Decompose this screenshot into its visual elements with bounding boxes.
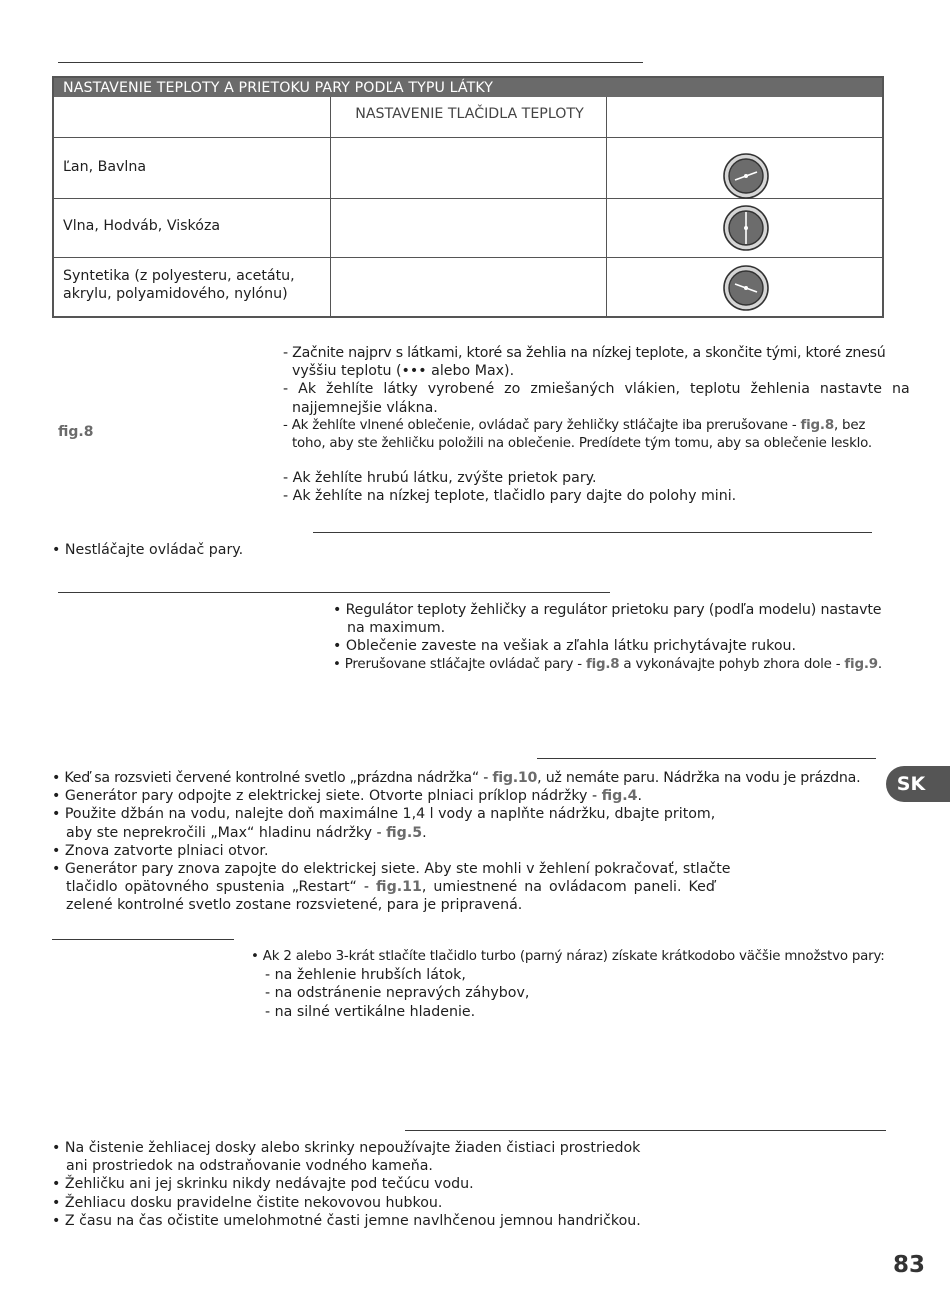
tip-line: - Ak žehlíte hrubú látku, zvýšte prietok pary. [283,470,597,487]
tip-line: - Ak žehlíte látky vyrobené zo zmiešaných vlákien, teplotu žehlenia nastavte na [283,381,910,398]
refill-line: • Použite džbán na vodu, nalejte doň maximálne 1,4 l vody a naplňte nádržku, dbajte pritom, [52,806,716,823]
section-rule [58,592,610,593]
ironing-tips [283,344,910,506]
dry-ironing-note: • Nestláčajte ovládač pary. [52,542,244,558]
fig8-label: fig.8 [58,424,94,440]
table-row-fabric: Syntetika (z polyesteru, acetátu, akrylu, polyamidového, nylónu) [63,268,295,303]
table-col-divider [330,97,331,316]
dial-low-icon [723,265,769,311]
refill-line: zelené kontrolné svetlo zostane rozsvietené, para je pripravená. [66,897,523,914]
vertical-line: na maximum. [347,620,446,637]
table-title: NASTAVENIE TEPLOTY A PRIETOKU PARY PODĽA TYPU LÁTKY [54,78,882,97]
turbo-line: • Ak 2 alebo 3-krát stlačíte tlačidlo turbo (parný náraz) získate krátkodobo väčšie množstvo pary: [251,949,885,964]
tip-line: - Ak žehlíte vlnené oblečenie, ovládač pary žehličky stláčajte iba prerušovane - fig.8, bez [283,417,866,433]
turbo-line: - na odstránenie nepravých záhybov, [265,985,530,1002]
dial-high-icon [723,153,769,199]
table-col-divider [606,97,607,316]
section-rule [537,758,876,759]
refill-line: tlačidlo opätovného spustenia „Restart“ - fig.11, umiestnené na ovládacom paneli. Keď [66,879,715,896]
maintenance-line: ani prostriedok na odstraňovanie vodného kameňa. [66,1158,433,1175]
section-rule [52,939,234,940]
refill-line: • Keď sa rozsvieti červené kontrolné svetlo „prázdna nádržka“ - fig.10, už nemáte paru. Nádržka na vodu je prázdna. [52,770,861,786]
vertical-line: • Oblečenie zaveste na vešiak a zľahla látku prichytávajte rukou. [333,638,797,655]
turbo-section [251,948,885,1021]
tip-line: - Ak žehlíte na nízkej teplote, tlačidlo pary dajte do polohy mini. [283,488,737,505]
vertical-line: • Regulátor teploty žehličky a regulátor prietoku pary (podľa modelu) nastavte [333,602,882,618]
table-row-fabric: Ľan, Bavlna [63,159,147,175]
refill-line: • Znova zatvorte plniaci otvor. [52,842,269,859]
table-row-fabric: Vlna, Hodváb, Viskóza [63,218,221,234]
maintenance-section [52,1139,641,1230]
tip-line: najjemnejšie vlákna. [292,399,438,416]
table-row-divider [54,257,882,258]
refill-line: • Generátor pary odpojte z elektrickej siete. Otvorte plniaci príklop nádržky - fig.4. [52,788,643,805]
vertical-steam-section [333,601,882,674]
table-row-divider [54,137,882,138]
dial-medium-icon [723,205,769,251]
tip-line: toho, aby ste žehličku položili na oblečenie. Predídete tým tomu, aby sa oblečenie lesklo. [292,436,872,452]
vertical-line: • Prerušovane stláčajte ovládač pary - fig.8 a vykonávajte pohyb zhora dole - fig.9. [333,656,882,672]
section-rule [313,532,872,533]
refill-line: • Generátor pary znova zapojte do elektrickej siete. Aby ste mohli v žehlení pokračovať, stlačte [52,861,731,878]
page-number: 83 [893,1252,926,1278]
table-subheader: NASTAVENIE TLAČIDLA TEPLOTY [355,106,584,122]
maintenance-line: • Žehličku ani jej skrinku nikdy nedávajte pod tečúcu vodu. [52,1176,474,1193]
section-rule [405,1130,886,1131]
maintenance-line: • Z času na čas očistite umelohmotné časti jemne navlhčenou jemnou handričkou. [52,1212,641,1229]
temperature-steam-table [52,76,884,318]
tip-line: - Začnite najprv s látkami, ktoré sa žehlia na nízkej teplote, a skončite tými, ktoré znesú [283,345,886,361]
top-rule [58,62,643,63]
maintenance-line: • Žehliacu dosku pravidelne čistite nekovovou hubkou. [52,1194,443,1211]
maintenance-line: • Na čistenie žehliacej dosky alebo skrinky nepoužívajte žiaden čistiaci prostriedok [52,1140,641,1156]
refill-section [52,769,860,915]
language-badge: SK [886,766,950,802]
refill-line: aby ste neprekročili „Max“ hladinu nádržky - fig.5. [66,824,427,841]
turbo-line: - na žehlenie hrubších látok, [265,967,466,984]
turbo-line: - na silné vertikálne hladenie. [265,1003,476,1020]
tip-line: vyššiu teplotu (••• alebo Max). [292,363,515,380]
